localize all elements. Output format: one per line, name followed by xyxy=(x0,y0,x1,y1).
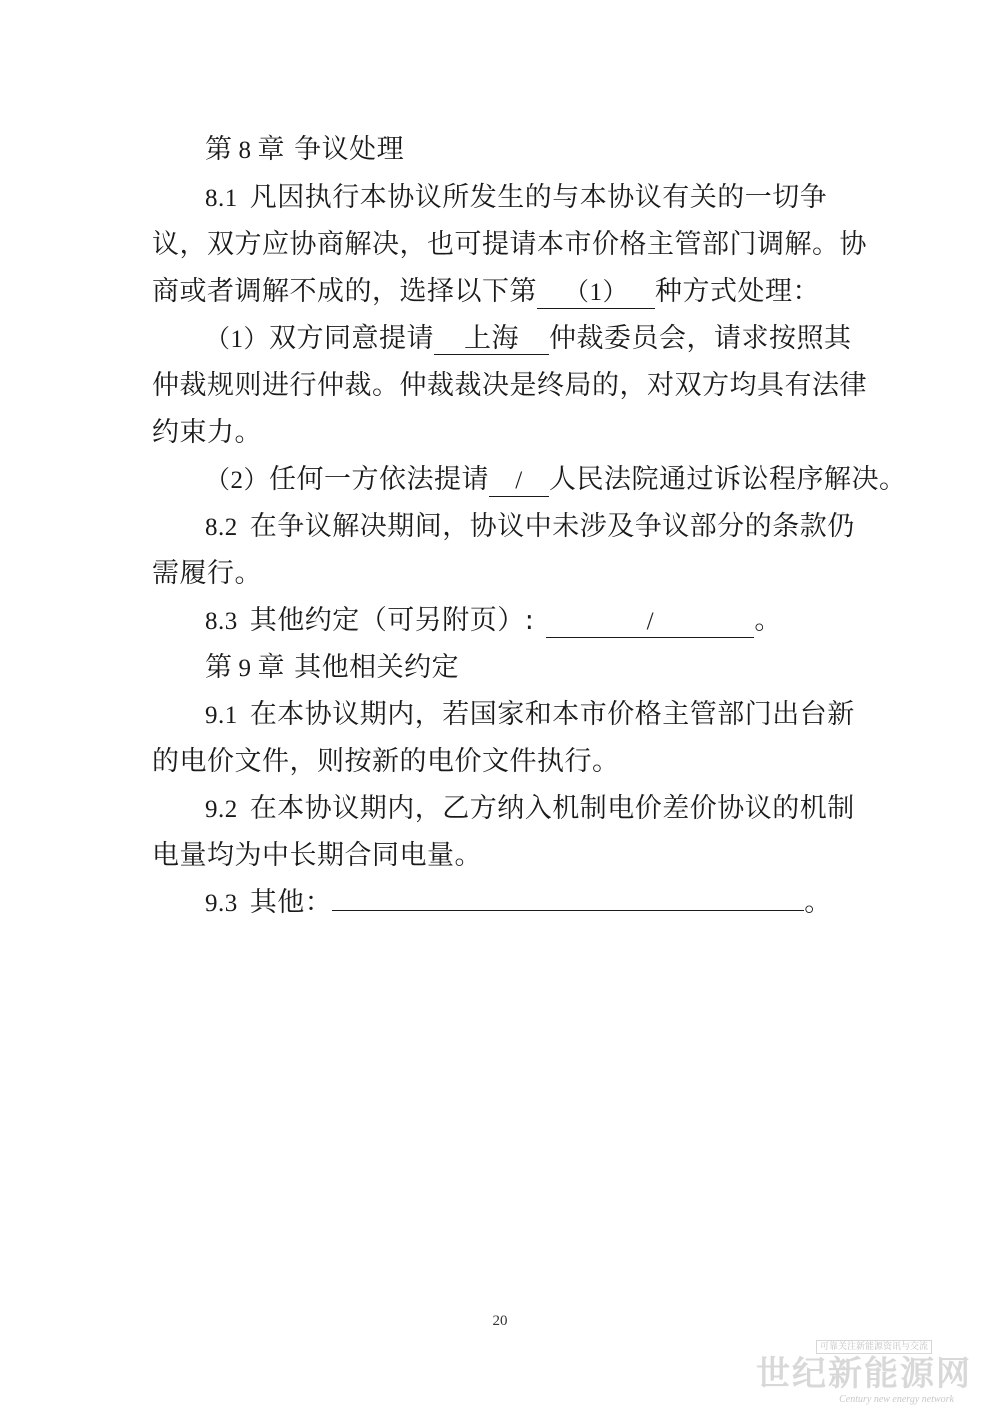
other-agreement-field: / xyxy=(546,607,754,638)
option-text: 任何一方依法提请 xyxy=(269,464,490,495)
clause-text: 凡因执行本协议所发生的与本协议有关的一切争 xyxy=(249,182,828,213)
option-text: 仲裁委员会，请求按照其 xyxy=(549,323,852,354)
page-number: 20 xyxy=(492,1313,508,1329)
clause-text: 议，双方应协商解决，也可提请本市价格主管部门调解。协 xyxy=(152,229,867,260)
watermark-logo xyxy=(752,1340,972,1410)
clause-text: 。 xyxy=(804,887,832,918)
watermark-english: Century new energy network xyxy=(839,1394,954,1405)
clause-text: 的电价文件，则按新的电价文件执行。 xyxy=(152,746,620,777)
option-2-line xyxy=(205,462,907,499)
court-field: / xyxy=(489,466,549,497)
option-label: （2） xyxy=(205,467,270,494)
clause-text: 。 xyxy=(754,605,782,636)
clause-text: 在本协议期内，若国家和本市价格主管部门出台新 xyxy=(249,699,855,730)
clause-text: 需履行。 xyxy=(152,558,262,589)
clause-text: 其他约定（可另附页）: xyxy=(249,605,535,636)
clause-8-1-line-2 xyxy=(152,227,867,263)
clause-8-2-line-2 xyxy=(152,556,262,592)
chapter-title: 章 其他相关约定 xyxy=(257,652,460,683)
chapter-prefix: 第 xyxy=(205,652,233,683)
clause-number: 8.3 xyxy=(205,608,238,635)
clause-9-1-line-2 xyxy=(152,744,620,780)
clause-text: 种方式处理： xyxy=(655,276,820,307)
clause-text: 在争议解决期间，协议中未涉及争议部分的条款仍 xyxy=(249,511,855,542)
clause-number: 9.2 xyxy=(205,796,238,823)
option-text: 仲裁规则进行仲裁。仲裁裁决是终局的，对双方均具有法律 xyxy=(152,370,867,401)
option-text: 人民法院通过诉讼程序解决。 xyxy=(549,464,907,495)
watermark-tagline: 可靠关注新能源资讯与交流 xyxy=(816,1340,932,1354)
option-1-line-1 xyxy=(205,321,852,358)
clause-text: 电量均为中长期合同电量。 xyxy=(152,840,482,871)
clause-9-1-line-1 xyxy=(205,697,855,734)
chapter-8-heading xyxy=(205,132,404,169)
chapter-number: 9 xyxy=(238,655,252,682)
clause-8-3-line xyxy=(205,603,782,640)
clause-text: 其他： xyxy=(249,887,333,918)
clause-8-2-line-1 xyxy=(205,509,855,546)
chapter-prefix: 第 xyxy=(205,134,233,165)
clause-number: 8.2 xyxy=(205,514,238,541)
clause-8-1-line-3 xyxy=(152,274,820,310)
method-choice-field: （1） xyxy=(537,278,655,309)
arbitration-city-field: 上海 xyxy=(434,324,549,355)
clause-text: 商或者调解不成的，选择以下第 xyxy=(152,276,537,307)
option-1-line-2 xyxy=(152,368,867,404)
chapter-number: 8 xyxy=(238,137,252,164)
clause-number: 8.1 xyxy=(205,185,238,212)
chapter-title: 章 争议处理 xyxy=(257,134,405,165)
clause-text: 在本协议期内，乙方纳入机制电价差价协议的机制 xyxy=(249,793,855,824)
option-1-line-3 xyxy=(152,415,262,451)
clause-number: 9.3 xyxy=(205,890,238,917)
clause-9-2-line-2 xyxy=(152,838,482,874)
clause-8-1-line-1 xyxy=(205,180,827,217)
clause-9-3-line xyxy=(205,885,832,922)
clause-9-2-line-1 xyxy=(205,791,855,828)
clause-number: 9.1 xyxy=(205,702,238,729)
option-text: 约束力。 xyxy=(152,417,262,448)
option-text: 双方同意提请 xyxy=(269,323,435,354)
watermark-name: 世纪新能源网 xyxy=(756,1354,972,1394)
chapter-9-heading xyxy=(205,650,459,687)
other-terms-field xyxy=(332,910,804,911)
option-label: （1） xyxy=(205,326,270,353)
